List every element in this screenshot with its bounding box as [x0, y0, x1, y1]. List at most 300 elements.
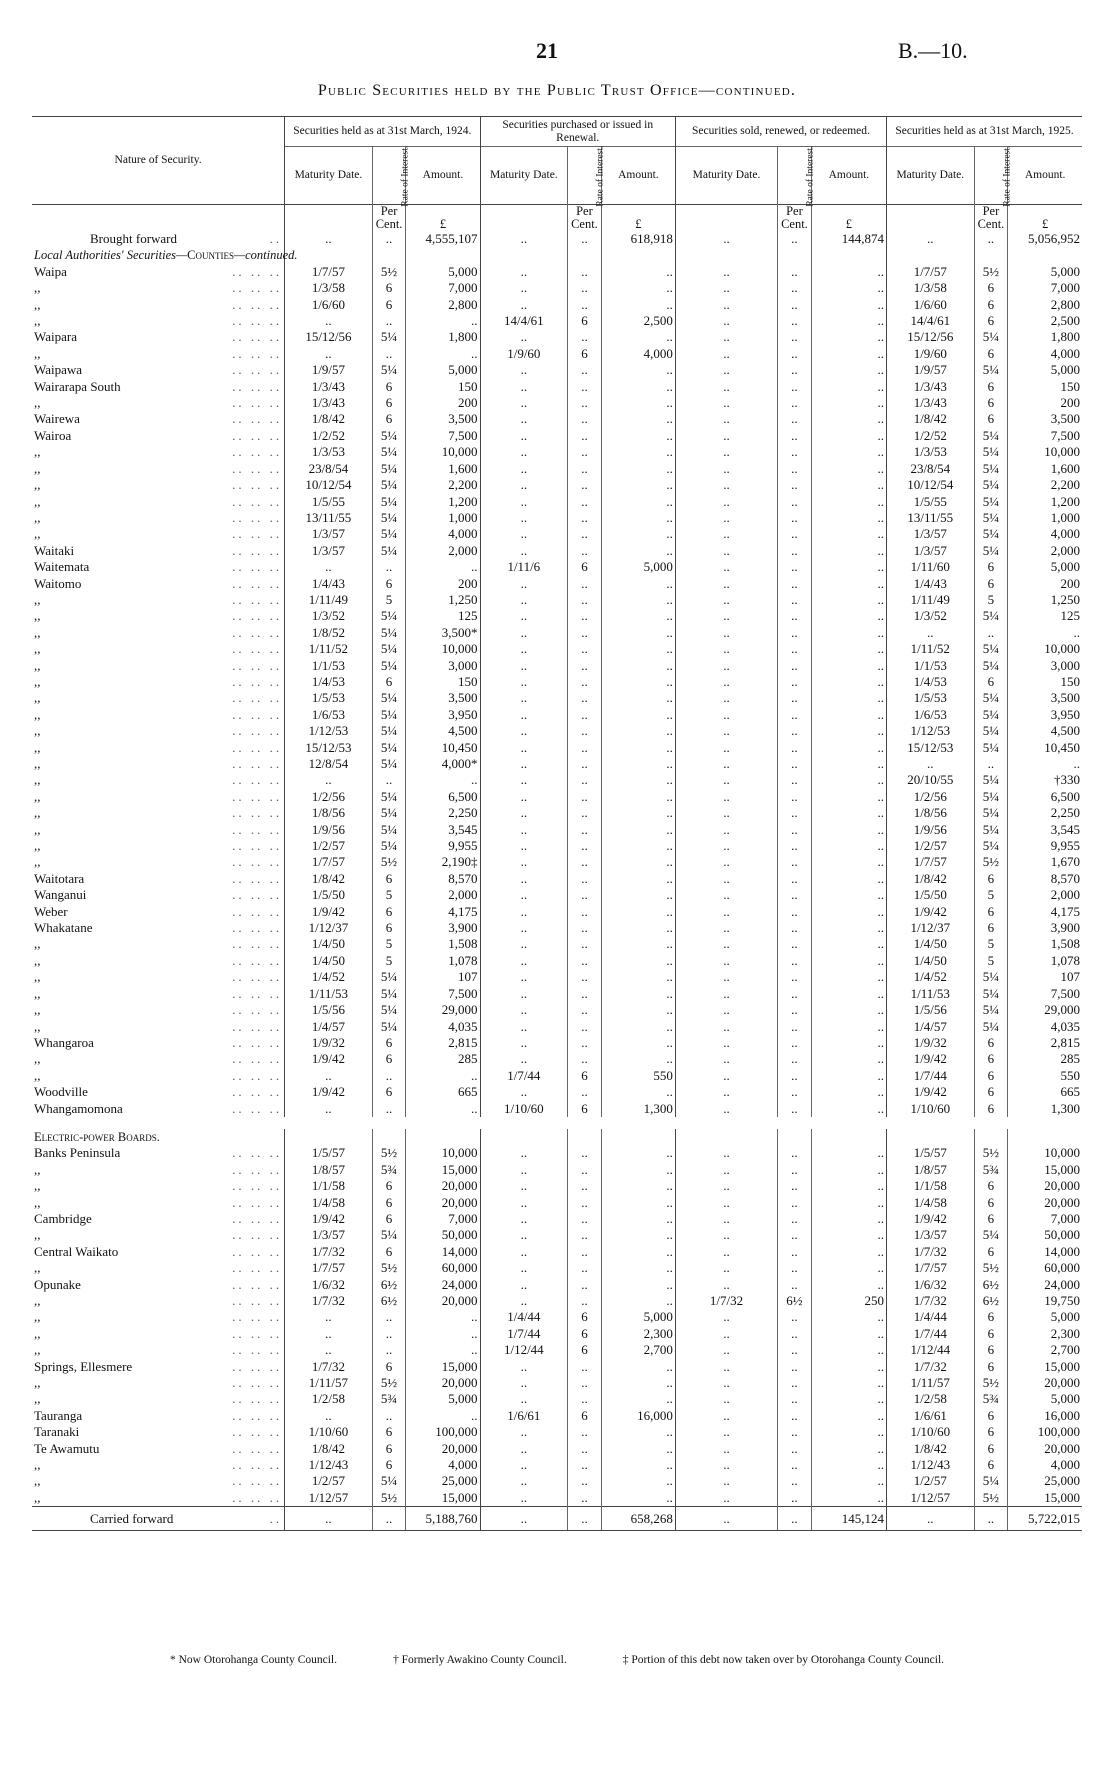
amount-cell: 1,078: [406, 953, 480, 969]
rate-cell: ..: [778, 1260, 812, 1276]
amount-cell: ..: [811, 1342, 886, 1358]
amount-cell: 2,000: [1008, 543, 1082, 559]
security-name: Wairoa: [34, 427, 72, 443]
security-name-cell: [32, 625, 285, 641]
maturity-cell: ..: [480, 1051, 568, 1067]
security-name: Tauranga: [34, 1407, 83, 1423]
rate-cell: ..: [568, 920, 602, 936]
amount-cell: 145,124: [811, 1507, 886, 1531]
leader-dots: .. .. ..: [232, 739, 283, 755]
rate-cell: 5¼: [372, 477, 406, 493]
maturity-cell: 12/8/54: [285, 756, 373, 772]
table-row: [32, 576, 1082, 592]
rate-cell: 5: [974, 887, 1008, 903]
table-row: [32, 969, 1082, 985]
maturity-cell: 1/7/32: [285, 1244, 373, 1260]
rate-cell: ..: [778, 1507, 812, 1531]
maturity-cell: ..: [675, 362, 777, 378]
maturity-cell: 1/5/50: [285, 887, 373, 903]
maturity-cell: 1/1/53: [285, 658, 373, 674]
security-name: ,,: [34, 969, 41, 985]
maturity-cell: ..: [675, 1391, 777, 1407]
maturity-cell: 1/2/57: [887, 838, 975, 854]
rate-cell: ..: [568, 936, 602, 952]
amount-cell: 10,000: [1008, 641, 1082, 657]
rate-cell: 6: [974, 576, 1008, 592]
rate-cell: ..: [372, 1101, 406, 1117]
maturity-cell: 1/9/42: [887, 904, 975, 920]
maturity-cell: ..: [480, 1375, 568, 1391]
table-row: [32, 494, 1082, 510]
table-row: [32, 362, 1082, 378]
amount-cell: 19,750: [1008, 1293, 1082, 1309]
amount-cell: 5,000: [601, 1309, 675, 1325]
rate-cell: ..: [778, 346, 812, 362]
amount-cell: 5,000: [406, 1391, 480, 1407]
maturity-cell: 1/3/57: [285, 526, 373, 542]
amount-cell: ..: [601, 772, 675, 788]
security-name-cell: [32, 1342, 285, 1358]
table-row: [32, 707, 1082, 723]
amount-cell: 3,900: [1008, 920, 1082, 936]
maturity-cell: 1/7/57: [887, 264, 975, 280]
rate-cell: 5: [372, 953, 406, 969]
amount-cell: ..: [811, 1244, 886, 1260]
maturity-cell: 1/4/50: [887, 936, 975, 952]
amount-cell: 4,035: [1008, 1019, 1082, 1035]
per-label: Per: [380, 204, 398, 218]
maturity-cell: 15/12/53: [285, 740, 373, 756]
maturity-cell: ..: [675, 608, 777, 624]
rate-cell: ..: [778, 1195, 812, 1211]
amount-cell: 2,700: [1008, 1342, 1082, 1358]
per-cent-unit: [778, 205, 812, 232]
rate-cell: ..: [778, 641, 812, 657]
rate-cell: ..: [778, 690, 812, 706]
rate-cell: ..: [568, 494, 602, 510]
security-name-cell: [32, 510, 285, 526]
amount-cell: 1,000: [1008, 510, 1082, 526]
amount-cell: ..: [406, 346, 480, 362]
rate-cell: 5¼: [372, 526, 406, 542]
leader-dots: .. .. ..: [232, 263, 283, 279]
maturity-cell: ..: [675, 887, 777, 903]
rate-cell: 5¼: [974, 723, 1008, 739]
security-name-cell: [32, 592, 285, 608]
rate-cell: 5: [974, 592, 1008, 608]
rate-cell: ..: [568, 1441, 602, 1457]
leader-dots: .. .. ..: [232, 1358, 283, 1374]
leader-dots: .. .. ..: [232, 854, 283, 870]
amount-cell: 200: [406, 576, 480, 592]
amount-cell: 150: [1008, 379, 1082, 395]
rate-cell: 5¼: [974, 1227, 1008, 1243]
maturity-cell: ..: [887, 756, 975, 772]
leader-dots: .. .. ..: [232, 362, 283, 378]
maturity-cell: 1/1/58: [887, 1178, 975, 1194]
rate-cell: 5½: [372, 854, 406, 870]
maturity-cell: 10/12/54: [285, 477, 373, 493]
security-name: ,,: [34, 854, 41, 870]
rate-cell: 6: [372, 280, 406, 296]
rate-cell: ..: [568, 625, 602, 641]
security-name: ,,: [34, 1293, 41, 1308]
amount-cell: 60,000: [406, 1260, 480, 1276]
amount-cell: 4,175: [406, 904, 480, 920]
maturity-cell: 1/11/52: [285, 641, 373, 657]
amount-cell: 10,450: [406, 740, 480, 756]
security-name: ,,: [34, 838, 41, 854]
amount-cell: ..: [811, 526, 886, 542]
section-heading-continued: —continued.: [233, 248, 298, 263]
maturity-cell: ..: [675, 969, 777, 985]
maturity-cell: ..: [285, 231, 373, 247]
rate-cell: 6: [372, 920, 406, 936]
rate-cell: ..: [568, 280, 602, 296]
maturity-cell: ..: [675, 559, 777, 575]
rate-cell: 6: [974, 674, 1008, 690]
rate-cell: 6½: [778, 1293, 812, 1309]
table-row: [32, 1375, 1082, 1391]
security-name: ,,: [34, 313, 41, 329]
securities-table: [32, 116, 1082, 1531]
security-name: ,,: [34, 1018, 41, 1034]
maturity-cell: 1/7/57: [285, 264, 373, 280]
maturity-cell: ..: [480, 510, 568, 526]
empty-cell: [974, 1129, 1008, 1145]
maturity-cell: ..: [675, 576, 777, 592]
amount-cell: 5,722,015: [1008, 1507, 1082, 1531]
maturity-cell: 1/5/53: [285, 690, 373, 706]
maturity-cell: 1/6/61: [480, 1408, 568, 1424]
leader-dots: .. .. ..: [232, 690, 283, 706]
maturity-cell: 1/4/57: [887, 1019, 975, 1035]
amount-cell: ..: [811, 805, 886, 821]
table-row: [32, 1101, 1082, 1117]
leader-dots: .. .. ..: [232, 477, 283, 493]
maturity-cell: 1/8/42: [887, 1441, 975, 1457]
amount-cell: ..: [601, 658, 675, 674]
amount-cell: ..: [811, 1359, 886, 1375]
security-name: ,,: [34, 477, 41, 493]
rate-cell: ..: [568, 1375, 602, 1391]
security-name-cell: [32, 494, 285, 510]
leader-dots: .. .. ..: [232, 1276, 283, 1292]
maturity-cell: ..: [887, 625, 975, 641]
table-row: [32, 1260, 1082, 1276]
table-row: [32, 805, 1082, 821]
rate-cell: 6: [974, 346, 1008, 362]
amount-cell: ..: [811, 1391, 886, 1407]
amount-cell: 15,000: [406, 1359, 480, 1375]
leader-dots: .. .. ..: [232, 378, 283, 394]
table-row: [32, 264, 1082, 280]
maturity-cell: 1/3/53: [887, 444, 975, 460]
rate-cell: ..: [568, 953, 602, 969]
security-name: ,,: [34, 395, 41, 411]
amount-cell: 5,000: [406, 362, 480, 378]
maturity-cell: 1/10/60: [285, 1424, 373, 1440]
rate-cell: ..: [568, 1002, 602, 1018]
table-row: [32, 658, 1082, 674]
amount-cell: 4,000*: [406, 756, 480, 772]
security-name: ,,: [34, 1473, 41, 1489]
security-name-cell: [32, 1326, 285, 1342]
rate-cell: ..: [778, 494, 812, 510]
amount-cell: ..: [811, 986, 886, 1002]
rate-cell: 6½: [372, 1277, 406, 1293]
amount-cell: ..: [811, 608, 886, 624]
security-name: Whangamomona: [34, 1100, 123, 1116]
rate-cell: ..: [568, 264, 602, 280]
maturity-cell: ..: [480, 1035, 568, 1051]
amount-cell: 50,000: [406, 1227, 480, 1243]
leader-dots: .. .. ..: [232, 1489, 283, 1505]
rate-cell: ..: [568, 658, 602, 674]
rate-cell: 5: [372, 887, 406, 903]
maturity-cell: ..: [675, 1019, 777, 1035]
amount-cell: 618,918: [601, 231, 675, 247]
amount-cell: ..: [811, 1068, 886, 1084]
security-name: ,,: [34, 673, 41, 689]
maturity-cell: ..: [480, 461, 568, 477]
amount-cell: ..: [601, 805, 675, 821]
security-name-cell: [32, 346, 285, 362]
rate-header: [778, 145, 816, 207]
security-name: ,,: [34, 1067, 41, 1083]
amount-cell: 4,000: [406, 1457, 480, 1473]
rate-cell: 6: [372, 576, 406, 592]
amount-cell: 5,000: [1008, 559, 1082, 575]
table-row: [32, 1178, 1082, 1194]
amount-cell: 3,545: [1008, 822, 1082, 838]
maturity-cell: 1/9/57: [285, 362, 373, 378]
security-name-cell: [32, 1178, 285, 1194]
rate-cell: ..: [778, 1309, 812, 1325]
amount-cell: ..: [811, 313, 886, 329]
maturity-cell: 1/2/56: [887, 789, 975, 805]
amount-cell: ..: [601, 690, 675, 706]
table-row: [32, 1473, 1082, 1489]
maturity-cell: 1/11/49: [887, 592, 975, 608]
maturity-cell: 1/3/57: [887, 526, 975, 542]
rate-cell: ..: [778, 658, 812, 674]
table-row: [32, 1051, 1082, 1067]
leader-dots: .. .. ..: [232, 1457, 283, 1473]
maturity-cell: 1/4/53: [285, 674, 373, 690]
amount-cell: ..: [406, 1408, 480, 1424]
rate-cell: 5¼: [974, 822, 1008, 838]
rate-cell: 5½: [974, 264, 1008, 280]
maturity-cell: ..: [480, 526, 568, 542]
maturity-cell: 1/2/57: [887, 1473, 975, 1489]
security-name-cell: [32, 789, 285, 805]
amount-cell: ..: [601, 822, 675, 838]
security-name-cell: [32, 1309, 285, 1325]
amount-cell: ..: [811, 723, 886, 739]
rate-cell: 6: [568, 1068, 602, 1084]
empty-cell: [372, 1129, 406, 1145]
maturity-cell: ..: [480, 362, 568, 378]
rate-cell: ..: [778, 592, 812, 608]
leader-dots: .. .. ..: [232, 903, 283, 919]
amount-cell: 7,500: [1008, 428, 1082, 444]
leader-dots: .. .. ..: [232, 657, 283, 673]
table-row: [32, 1309, 1082, 1325]
security-name-cell: [32, 428, 285, 444]
maturity-cell: 1/9/32: [285, 1035, 373, 1051]
amount-cell: ..: [406, 772, 480, 788]
pound-unit: £: [601, 205, 675, 232]
table-row: [32, 313, 1082, 329]
maturity-cell: 1/8/52: [285, 625, 373, 641]
security-name-cell: [32, 1211, 285, 1227]
table-row: [32, 280, 1082, 296]
amount-cell: 1,600: [1008, 461, 1082, 477]
rate-cell: ..: [372, 1068, 406, 1084]
amount-cell: ..: [811, 411, 886, 427]
maturity-cell: 1/2/58: [285, 1391, 373, 1407]
total-row: [32, 231, 1082, 247]
rate-cell: ..: [568, 526, 602, 542]
amount-cell: ..: [811, 1277, 886, 1293]
amount-cell: ..: [811, 428, 886, 444]
security-name-cell: [32, 1424, 285, 1440]
rate-cell: ..: [568, 1019, 602, 1035]
amount-cell: ..: [811, 1162, 886, 1178]
maturity-cell: ..: [480, 969, 568, 985]
leader-dots: .. .. ..: [232, 1391, 283, 1407]
amount-cell: ..: [811, 1035, 886, 1051]
empty-cell: [811, 1129, 886, 1145]
amount-cell: 107: [406, 969, 480, 985]
table-row: [32, 1035, 1082, 1051]
maturity-cell: ..: [675, 510, 777, 526]
maturity-cell: 1/3/57: [887, 543, 975, 559]
leader-dots: .. .. ..: [232, 936, 283, 952]
rate-cell: 5¼: [372, 461, 406, 477]
maturity-cell: ..: [675, 904, 777, 920]
amount-cell: 1,800: [406, 329, 480, 345]
rate-cell: ..: [778, 231, 812, 247]
maturity-cell: 1/12/57: [887, 1490, 975, 1507]
amount-cell: 10,000: [1008, 444, 1082, 460]
rate-header: [372, 145, 410, 207]
maturity-cell: 1/12/53: [285, 723, 373, 739]
security-name: ,,: [34, 985, 41, 1001]
leader-dots: .. .. ..: [232, 1293, 283, 1308]
amount-cell: 25,000: [1008, 1473, 1082, 1489]
maturity-cell: 1/4/43: [285, 576, 373, 592]
maturity-cell: 1/2/57: [285, 838, 373, 854]
rate-cell: 6: [974, 1244, 1008, 1260]
rate-cell: 6: [974, 1359, 1008, 1375]
rate-cell: 5¼: [372, 690, 406, 706]
leader-dots: .. .. ..: [232, 493, 283, 509]
amount-cell: 550: [1008, 1068, 1082, 1084]
amount-cell: ..: [601, 1359, 675, 1375]
rate-cell: ..: [568, 1391, 602, 1407]
amount-cell: 150: [406, 379, 480, 395]
security-name: Waipawa: [34, 362, 83, 378]
maturity-cell: ..: [675, 690, 777, 706]
rate-cell: 6: [372, 411, 406, 427]
maturity-cell: 1/7/32: [285, 1293, 373, 1309]
empty-cell: [811, 247, 886, 263]
rate-cell: 6: [974, 1441, 1008, 1457]
amount-cell: 20,000: [406, 1441, 480, 1457]
rate-cell: 5¼: [372, 740, 406, 756]
maturity-cell: ..: [675, 789, 777, 805]
maturity-cell: ..: [675, 592, 777, 608]
amount-cell: ..: [601, 838, 675, 854]
leader-dots: .. .. ..: [232, 591, 283, 607]
rate-cell: 5: [372, 592, 406, 608]
amount-cell: 25,000: [406, 1473, 480, 1489]
security-name-cell: [32, 1375, 285, 1391]
units-row: [32, 205, 1082, 232]
maturity-cell: ..: [675, 1408, 777, 1424]
amount-cell: 2,200: [1008, 477, 1082, 493]
security-name: ,,: [34, 788, 41, 804]
leader-dots: ..: [269, 231, 283, 246]
amount-cell: ..: [811, 346, 886, 362]
table-row: [32, 854, 1082, 870]
rate-cell: ..: [568, 1293, 602, 1309]
maturity-cell: 1/7/32: [887, 1293, 975, 1309]
amount-cell: ..: [406, 1101, 480, 1117]
rate-cell: ..: [778, 920, 812, 936]
amount-cell: ..: [601, 444, 675, 460]
amount-cell: ..: [601, 1244, 675, 1260]
security-name: ,,: [34, 608, 41, 624]
rate-cell: ..: [778, 953, 812, 969]
amount-cell: ..: [811, 264, 886, 280]
maturity-cell: 1/12/53: [887, 723, 975, 739]
rate-cell: ..: [568, 723, 602, 739]
security-name: ,,: [34, 493, 41, 509]
maturity-cell: ..: [480, 1424, 568, 1440]
amount-cell: 2,815: [406, 1035, 480, 1051]
amount-cell: 3,000: [406, 658, 480, 674]
rate-cell: ..: [778, 543, 812, 559]
security-name-cell: [32, 740, 285, 756]
security-name-cell: [32, 1260, 285, 1276]
amount-cell: ..: [601, 674, 675, 690]
rate-cell: 5½: [372, 1145, 406, 1161]
rate-cell: 6: [974, 313, 1008, 329]
security-name-cell: [32, 1359, 285, 1375]
security-name: ,,: [34, 1342, 41, 1358]
rate-cell: ..: [778, 723, 812, 739]
maturity-cell: ..: [480, 756, 568, 772]
rate-cell: 6: [372, 1195, 406, 1211]
maturity-cell: ..: [480, 986, 568, 1002]
security-name-cell: [32, 264, 285, 280]
maturity-cell: ..: [285, 1507, 373, 1531]
rate-cell: ..: [568, 329, 602, 345]
amount-cell: 50,000: [1008, 1227, 1082, 1243]
security-name: ,,: [34, 1309, 41, 1325]
maturity-cell: ..: [675, 1145, 777, 1161]
amount-cell: ..: [601, 1162, 675, 1178]
maturity-cell: ..: [675, 740, 777, 756]
security-name: ,,: [34, 1457, 41, 1473]
rate-cell: 6: [974, 1342, 1008, 1358]
maturity-cell: 1/3/57: [285, 1227, 373, 1243]
table-row: [32, 625, 1082, 641]
security-name: ,,: [34, 1227, 41, 1243]
